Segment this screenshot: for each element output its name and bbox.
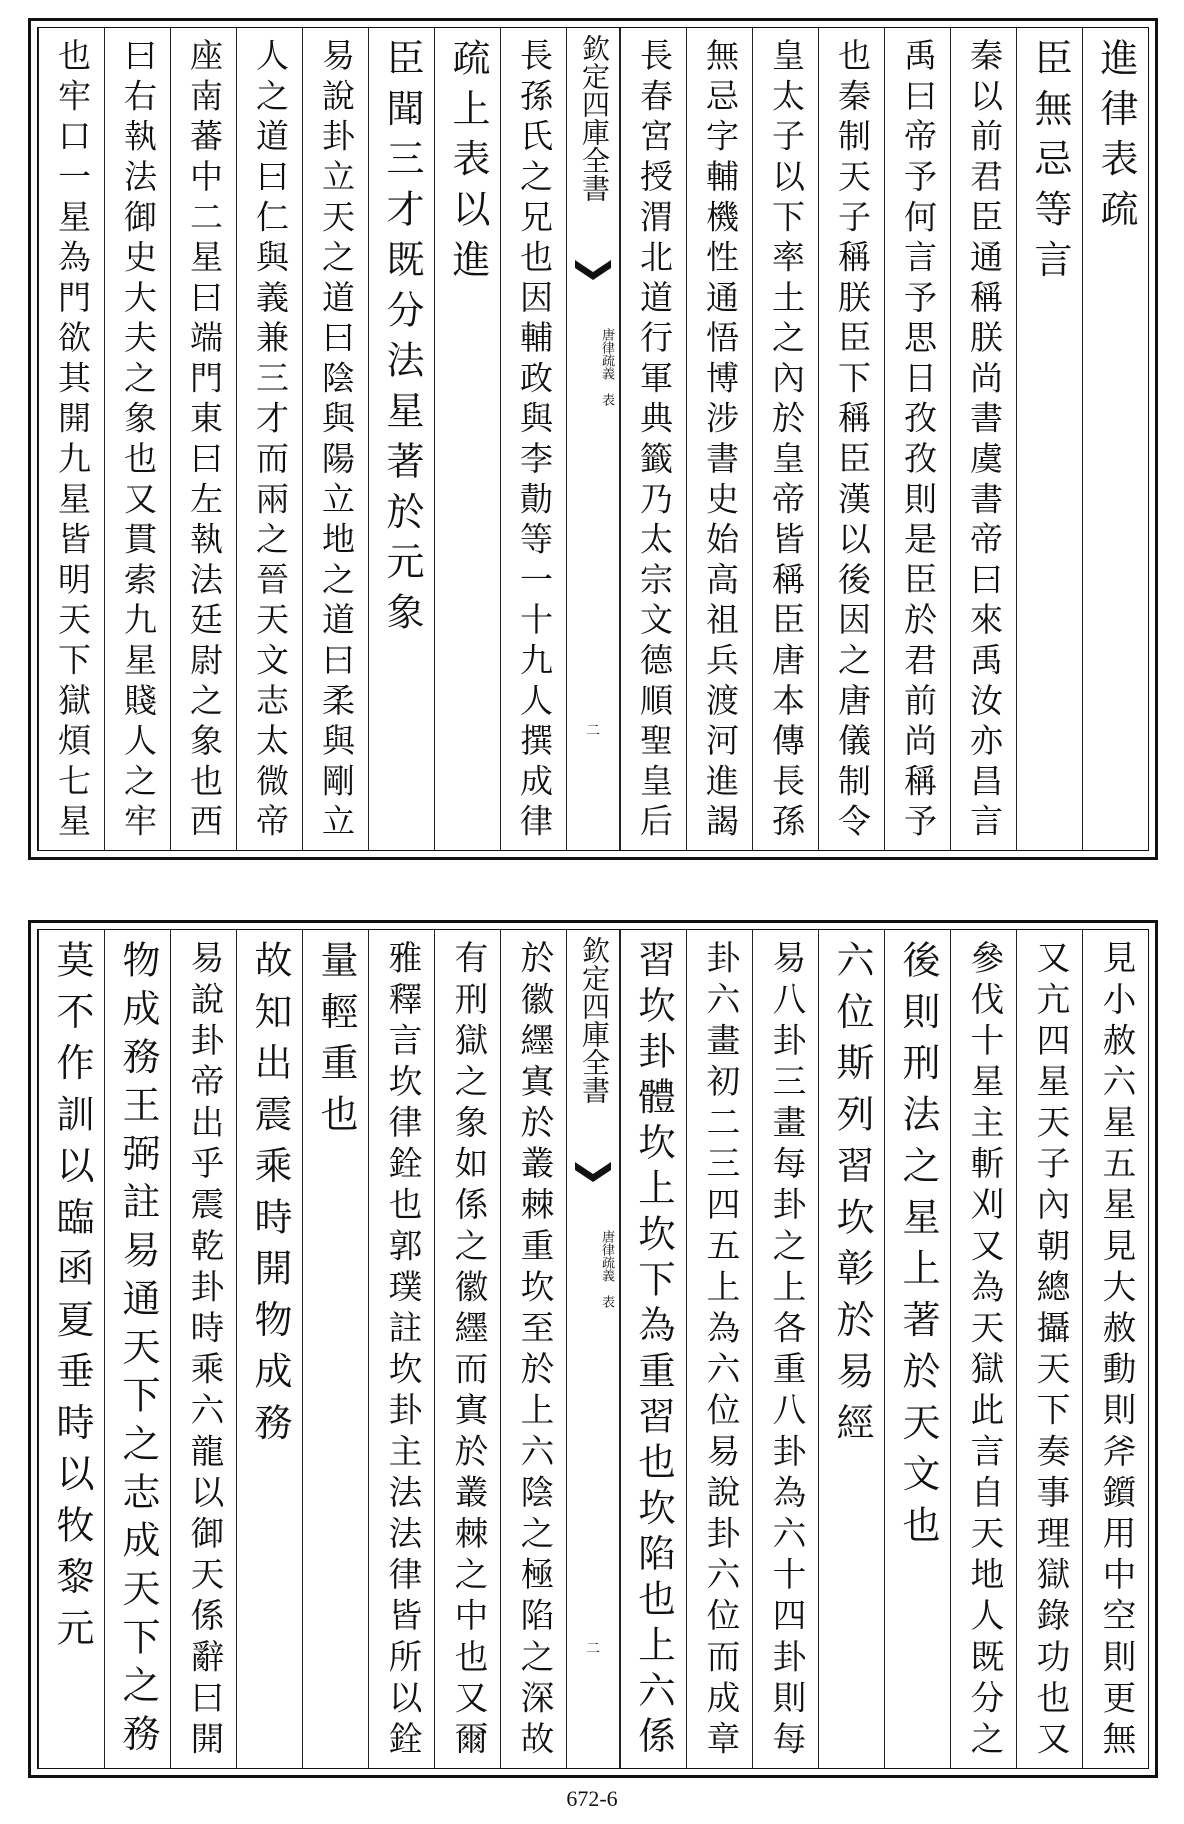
- lower-text-column: [434, 930, 500, 1768]
- upper-column-text: 臣聞三才既分法星著於元象: [380, 38, 424, 643]
- lower-text-column: [170, 930, 236, 1768]
- lower-column-text: 見小赦六星五星見大赦動則斧鑕用中空則更無: [1097, 940, 1136, 1762]
- upper-text-column: [38, 28, 104, 850]
- upper-column-text: 臣無忌等言: [1028, 38, 1072, 290]
- lower-text-column: [500, 930, 566, 1768]
- lower-text-column: [1016, 930, 1082, 1768]
- lower-text-column: [38, 930, 104, 1768]
- upper-text-column: [104, 28, 170, 850]
- lower-column-text: 易說卦帝出乎震乾卦時乘六龍以御天係辭曰開: [185, 940, 224, 1762]
- lower-text-column: [302, 930, 368, 1768]
- upper-text-column: [1082, 28, 1148, 850]
- lower-column-text: 習坎卦體坎上坎下為重習也坎陷也上六係: [632, 940, 676, 1762]
- lower-column-text: 有刑獄之象如係之徽纆而寘於叢棘之中也又爾: [449, 940, 488, 1762]
- lower-gutter-page-number: 二: [586, 1641, 600, 1657]
- upper-text-column: [302, 28, 368, 850]
- upper-text-column: [236, 28, 302, 850]
- upper-column-text: 人之道曰仁與義兼三才而兩之晉天文志太微帝: [251, 38, 290, 844]
- upper-page: [28, 18, 1158, 860]
- lower-gutter-title: 唐律疏義 表: [599, 1230, 614, 1308]
- lower-gutter-header: 欽定四庫全書: [578, 936, 611, 1104]
- upper-column-text: 座南蕃中二星曰端門東曰左執法廷尉之象也西: [185, 38, 224, 844]
- lower-text-column: [686, 930, 752, 1768]
- upper-column-text: 無忌字輔機性通悟博涉書史始高祖兵渡河進謁: [701, 38, 740, 844]
- fish-tail-mark-icon: [575, 1160, 611, 1184]
- lower-text-column: [818, 930, 884, 1768]
- lower-column-text: 後則刑法之星上著於天文也: [896, 940, 940, 1557]
- upper-column-text: 進律表疏: [1094, 38, 1138, 240]
- lower-column-text: 雅釋言坎律銓也郭璞註坎卦主法法律皆所以銓: [383, 940, 422, 1762]
- upper-gutter-title: 唐律疏義 表: [599, 328, 614, 406]
- upper-column-text: 疏上表以進: [446, 38, 490, 290]
- upper-column-text: 長春宮授渭北道行軍典籤乃太宗文德順聖皇后: [635, 38, 674, 844]
- lower-column-text: 物成務王弼註易通天下之志成天下之務: [116, 940, 160, 1762]
- upper-gutter-header: 欽定四庫全書: [578, 34, 611, 202]
- lower-text-column: [368, 930, 434, 1768]
- upper-text-column: [752, 28, 818, 850]
- lower-text-column: [104, 930, 170, 1768]
- upper-text-column: [686, 28, 752, 850]
- lower-center-gutter: [566, 930, 620, 1768]
- upper-text-column: [500, 28, 566, 850]
- upper-text-column: [884, 28, 950, 850]
- upper-text-column: [368, 28, 434, 850]
- lower-column-text: 於徽纆寘於叢棘重坎至於上六陰之極陷之深故: [515, 940, 554, 1762]
- upper-column-text: 秦以前君臣通稱朕尚書虞書帝曰來禹汝亦昌言: [965, 38, 1004, 844]
- lower-text-column: [884, 930, 950, 1768]
- upper-column-text: 易說卦立天之道曰陰與陽立地之道曰柔與剛立: [317, 38, 356, 844]
- lower-page: [28, 920, 1158, 1778]
- upper-column-text: 禹曰帝予何言予思日孜孜則是臣於君前尚稱予: [899, 38, 938, 844]
- lower-text-column: [752, 930, 818, 1768]
- lower-column-text: 故知出震乘時開物成務: [248, 940, 292, 1454]
- lower-page-frame: [37, 929, 1149, 1769]
- upper-column-text: 曰右執法御史大夫之象也又貫索九星賤人之牢: [119, 38, 158, 844]
- upper-column-text: 也牢口一星為門欲其開九星皆明天下獄煩七星: [53, 38, 92, 844]
- upper-text-column: [434, 28, 500, 850]
- lower-text-column: [1082, 930, 1148, 1768]
- lower-text-column: [950, 930, 1016, 1768]
- lower-column-text: 參伐十星主斬刈又為天獄此言自天地人既分之: [965, 940, 1004, 1762]
- lower-text-column: [236, 930, 302, 1768]
- lower-column-text: 莫不作訓以臨函夏垂時以牧黎元: [50, 940, 94, 1660]
- lower-column-text: 又亢四星天子內朝總攝天下奏事理獄錄功也又: [1031, 940, 1070, 1762]
- lower-column-text: 量輕重也: [314, 940, 358, 1146]
- upper-text-column: [1016, 28, 1082, 850]
- upper-column-text: 皇太子以下率土之內於皇帝皆稱臣唐本傳長孫: [767, 38, 806, 844]
- upper-text-column: [170, 28, 236, 850]
- upper-text-column: [620, 28, 686, 850]
- upper-gutter-page-number: 二: [586, 723, 600, 739]
- lower-text-column: [620, 930, 686, 1768]
- lower-column-text: 卦六畫初二三四五上為六位易說卦六位而成章: [701, 940, 740, 1762]
- upper-column-text: 也秦制天子稱朕臣下稱臣漢以後因之唐儀制令: [833, 38, 872, 844]
- upper-text-column: [818, 28, 884, 850]
- upper-center-gutter: [566, 28, 620, 850]
- lower-column-text: 易八卦三畫每卦之上各重八卦為六十四卦則每: [767, 940, 806, 1762]
- lower-column-text: 六位斯列習坎彰於易經: [830, 940, 874, 1454]
- fish-tail-mark-icon: [575, 258, 611, 282]
- upper-page-frame: [37, 27, 1149, 851]
- page-footer-number: 672-6: [566, 1786, 618, 1811]
- upper-column-text: 長孫氏之兄也因輔政與李勣等一十九人撰成律: [515, 38, 554, 844]
- upper-text-column: [950, 28, 1016, 850]
